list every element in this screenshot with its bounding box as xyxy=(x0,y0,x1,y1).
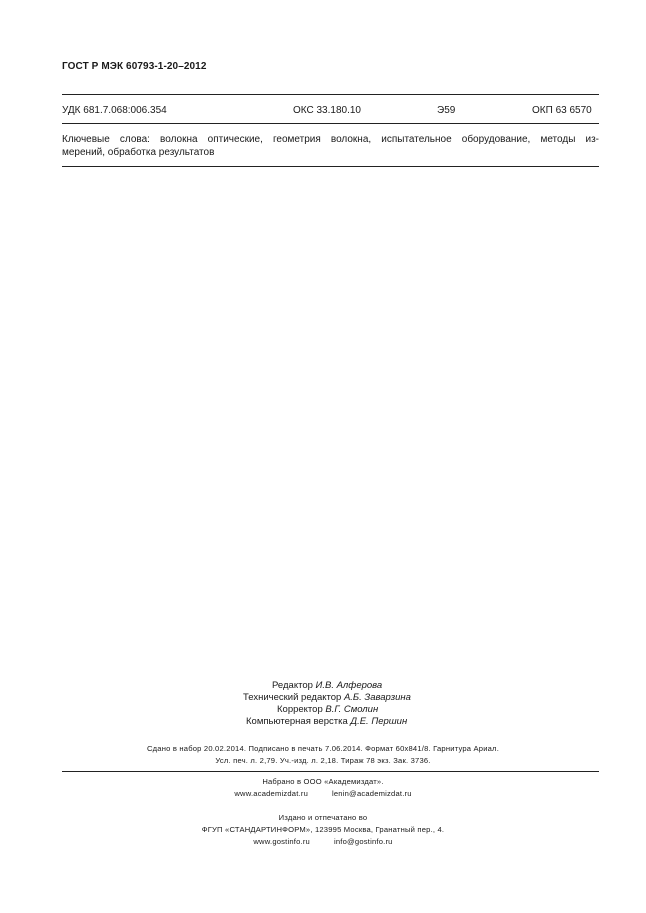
printed-site-link[interactable]: www.gostinfo.ru xyxy=(253,837,310,846)
typeset-contacts xyxy=(0,788,646,800)
credit-tech-editor xyxy=(243,692,646,704)
keywords-line-1: Ключевые слова: волокна оптические, геометрия волокна, испытательное оборудование, методы из- xyxy=(62,134,599,145)
publication-info xyxy=(0,743,646,767)
corrector-role: Корректор xyxy=(277,704,323,715)
typeset-email-link[interactable]: lenin@academizdat.ru xyxy=(332,789,412,798)
classification-row xyxy=(62,105,599,119)
layout-name: Д.Е. Першин xyxy=(350,716,408,727)
okp-code: ОКП 63 6570 xyxy=(532,105,592,116)
keywords-line-2: мерений, обработка результатов xyxy=(62,147,215,158)
publication-line-1: Сдано в набор 20.02.2014. Подписано в печать 7.06.2014. Формат 60х841/8. Гарнитура Ариал. xyxy=(146,744,500,753)
editor-role: Редактор xyxy=(272,680,313,691)
publication-line-2: Усл. печ. л. 2,79. Уч.-изд. л. 2,18. Тираж 78 экз. Зак. 3736. xyxy=(215,756,431,765)
classification-divider xyxy=(62,123,599,124)
typeset-line: Набрано в ООО «Академиздат». xyxy=(262,777,384,786)
printed-email-link[interactable]: info@gostinfo.ru xyxy=(333,837,393,846)
tech-editor-name: А.Б. Заварзина xyxy=(343,692,411,703)
corrector-name: В.Г. Смолин xyxy=(325,704,379,715)
credits-block xyxy=(0,680,646,728)
printed-contacts xyxy=(0,836,646,848)
editor-name: И.В. Алферова xyxy=(315,680,383,691)
printed-line-1: Издано и отпечатано во xyxy=(278,813,368,822)
credit-layout xyxy=(246,716,646,728)
oks-code: ОКС 33.180.10 xyxy=(293,105,361,116)
credit-editor xyxy=(272,680,646,692)
standard-designation: ГОСТ Р МЭК 60793-1-20–2012 xyxy=(62,61,207,72)
imprint-divider xyxy=(62,771,599,772)
layout-role: Компьютерная верстка xyxy=(246,716,348,727)
keywords-block xyxy=(62,133,599,159)
top-divider xyxy=(62,94,599,95)
printed-line-2: ФГУП «СТАНДАРТИНФОРМ», 123995 Москва, Гранатный пер., 4. xyxy=(201,825,445,834)
keywords-divider xyxy=(62,166,599,167)
e-code: Э59 xyxy=(437,105,456,116)
imprint-block xyxy=(0,776,646,848)
tech-editor-role: Технический редактор xyxy=(243,692,342,703)
typeset-site-link[interactable]: www.academizdat.ru xyxy=(234,789,308,798)
credit-corrector xyxy=(277,704,646,716)
udk-code: УДК 681.7.068:006.354 xyxy=(62,105,167,116)
